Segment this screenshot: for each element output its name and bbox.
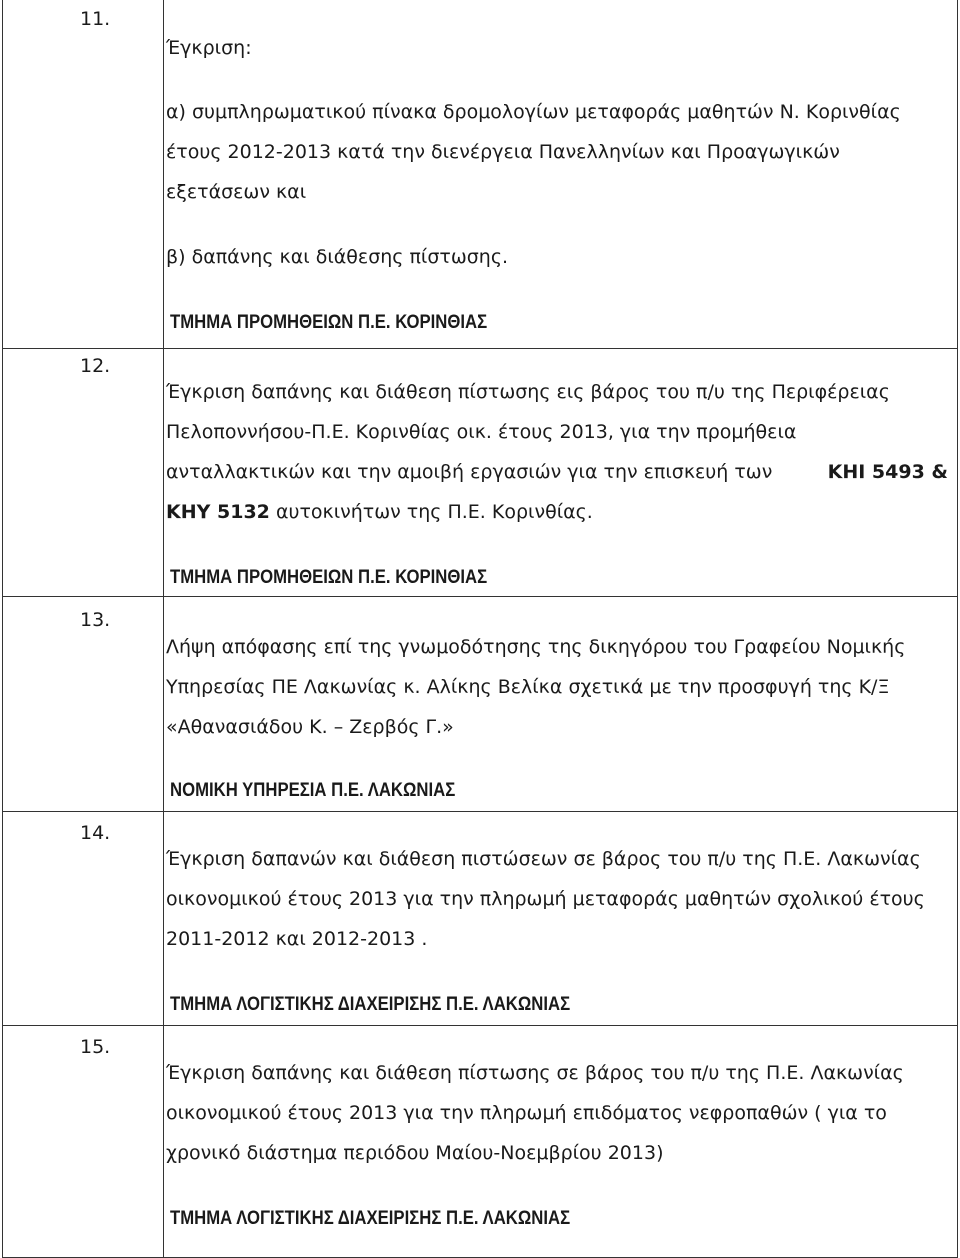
- department-label: ΤΜΗΜΑ ΠΡΟΜΗΘΕΙΩΝ Π.Ε. ΚΟΡΙΝΘΙΑΣ: [170, 567, 488, 588]
- item-text-line: β) δαπάνης και διάθεσης πίστωσης.: [166, 246, 509, 268]
- item-text-line: Υπηρεσίας ΠΕ Λακωνίας κ. Αλίκης Βελίκα σχετικά με την προσφυγή της Κ/Ξ: [166, 676, 890, 698]
- row-divider: [3, 811, 957, 812]
- row-divider: [3, 348, 957, 349]
- item-text-line: Πελοποννήσου-Π.Ε. Κορινθίας οικ. έτους 2013, για την προμήθεια: [166, 421, 797, 443]
- item-text: ανταλλακτικών και την αμοιβή εργασιών για την επισκευή των: [166, 461, 773, 483]
- item-number: 13.: [80, 609, 111, 631]
- row-divider: [3, 596, 957, 597]
- item-text-line: εξετάσεων και: [166, 181, 307, 203]
- row-divider: [3, 1025, 957, 1026]
- vehicle-plate: ΚΗΥ 5132: [166, 501, 270, 523]
- department-label: ΤΜΗΜΑ ΛΟΓΙΣΤΙΚΗΣ ΔΙΑΧΕΙΡΙΣΗΣ Π.Ε. ΛΑΚΩΝΙΑΣ: [170, 994, 571, 1015]
- item-text-line: Έγκριση δαπάνης και διάθεση πίστωσης εις βάρος του π/υ της Περιφέρειας: [166, 381, 890, 403]
- item-text-line: [166, 461, 948, 483]
- item-text: αυτοκινήτων της Π.Ε. Κορινθίας.: [275, 501, 593, 523]
- item-text-line: Έγκριση δαπανών και διάθεση πιστώσεων σε βάρος του π/υ της Π.Ε. Λακωνίας: [166, 848, 921, 870]
- department-label: ΤΜΗΜΑ ΛΟΓΙΣΤΙΚΗΣ ΔΙΑΧΕΙΡΙΣΗΣ Π.Ε. ΛΑΚΩΝΙΑΣ: [170, 1208, 571, 1229]
- item-text-line: α) συμπληρωματικού πίνακα δρομολογίων μεταφοράς μαθητών Ν. Κορινθίας: [166, 101, 901, 123]
- item-text-line: «Αθανασιάδου Κ. – Ζερβός Γ.»: [166, 716, 454, 738]
- item-text-line: Λήψη απόφασης επί της γνωμοδότησης της δικηγόρου του Γραφείου Νομικής: [166, 636, 906, 658]
- item-number: 11.: [80, 8, 111, 30]
- vehicle-plate: ΚΗΙ 5493 &: [827, 461, 948, 483]
- item-heading: Έγκριση:: [166, 37, 252, 59]
- department-label: ΝΟΜΙΚΗ ΥΠΗΡΕΣΙΑ Π.Ε. ΛΑΚΩΝΙΑΣ: [170, 780, 456, 801]
- item-text-line: έτους 2012-2013 κατά την διενέργεια Πανελληνίων και Προαγωγικών: [166, 141, 840, 163]
- item-number: 12.: [80, 355, 111, 377]
- item-text-line: 2011-2012 και 2012-2013 .: [166, 928, 428, 950]
- item-text-line: οικονομικού έτους 2013 για την πληρωμή επιδόματος νεφροπαθών ( για το: [166, 1102, 887, 1124]
- department-label: ΤΜΗΜΑ ΠΡΟΜΗΘΕΙΩΝ Π.Ε. ΚΟΡΙΝΘΙΑΣ: [170, 312, 488, 333]
- item-text-line: οικονομικού έτους 2013 για την πληρωμή μεταφοράς μαθητών σχολικού έτους: [166, 888, 925, 910]
- item-number: 15.: [80, 1036, 111, 1058]
- item-text-line: [166, 501, 593, 523]
- item-number: 14.: [80, 822, 111, 844]
- item-text-line: Έγκριση δαπάνης και διάθεση πίστωσης σε βάρος του π/υ της Π.Ε. Λακωνίας: [166, 1062, 904, 1084]
- column-divider: [163, 0, 164, 1257]
- item-text-line: χρονικό διάστημα περιόδου Μαίου-Νοεμβρίου 2013): [166, 1142, 664, 1164]
